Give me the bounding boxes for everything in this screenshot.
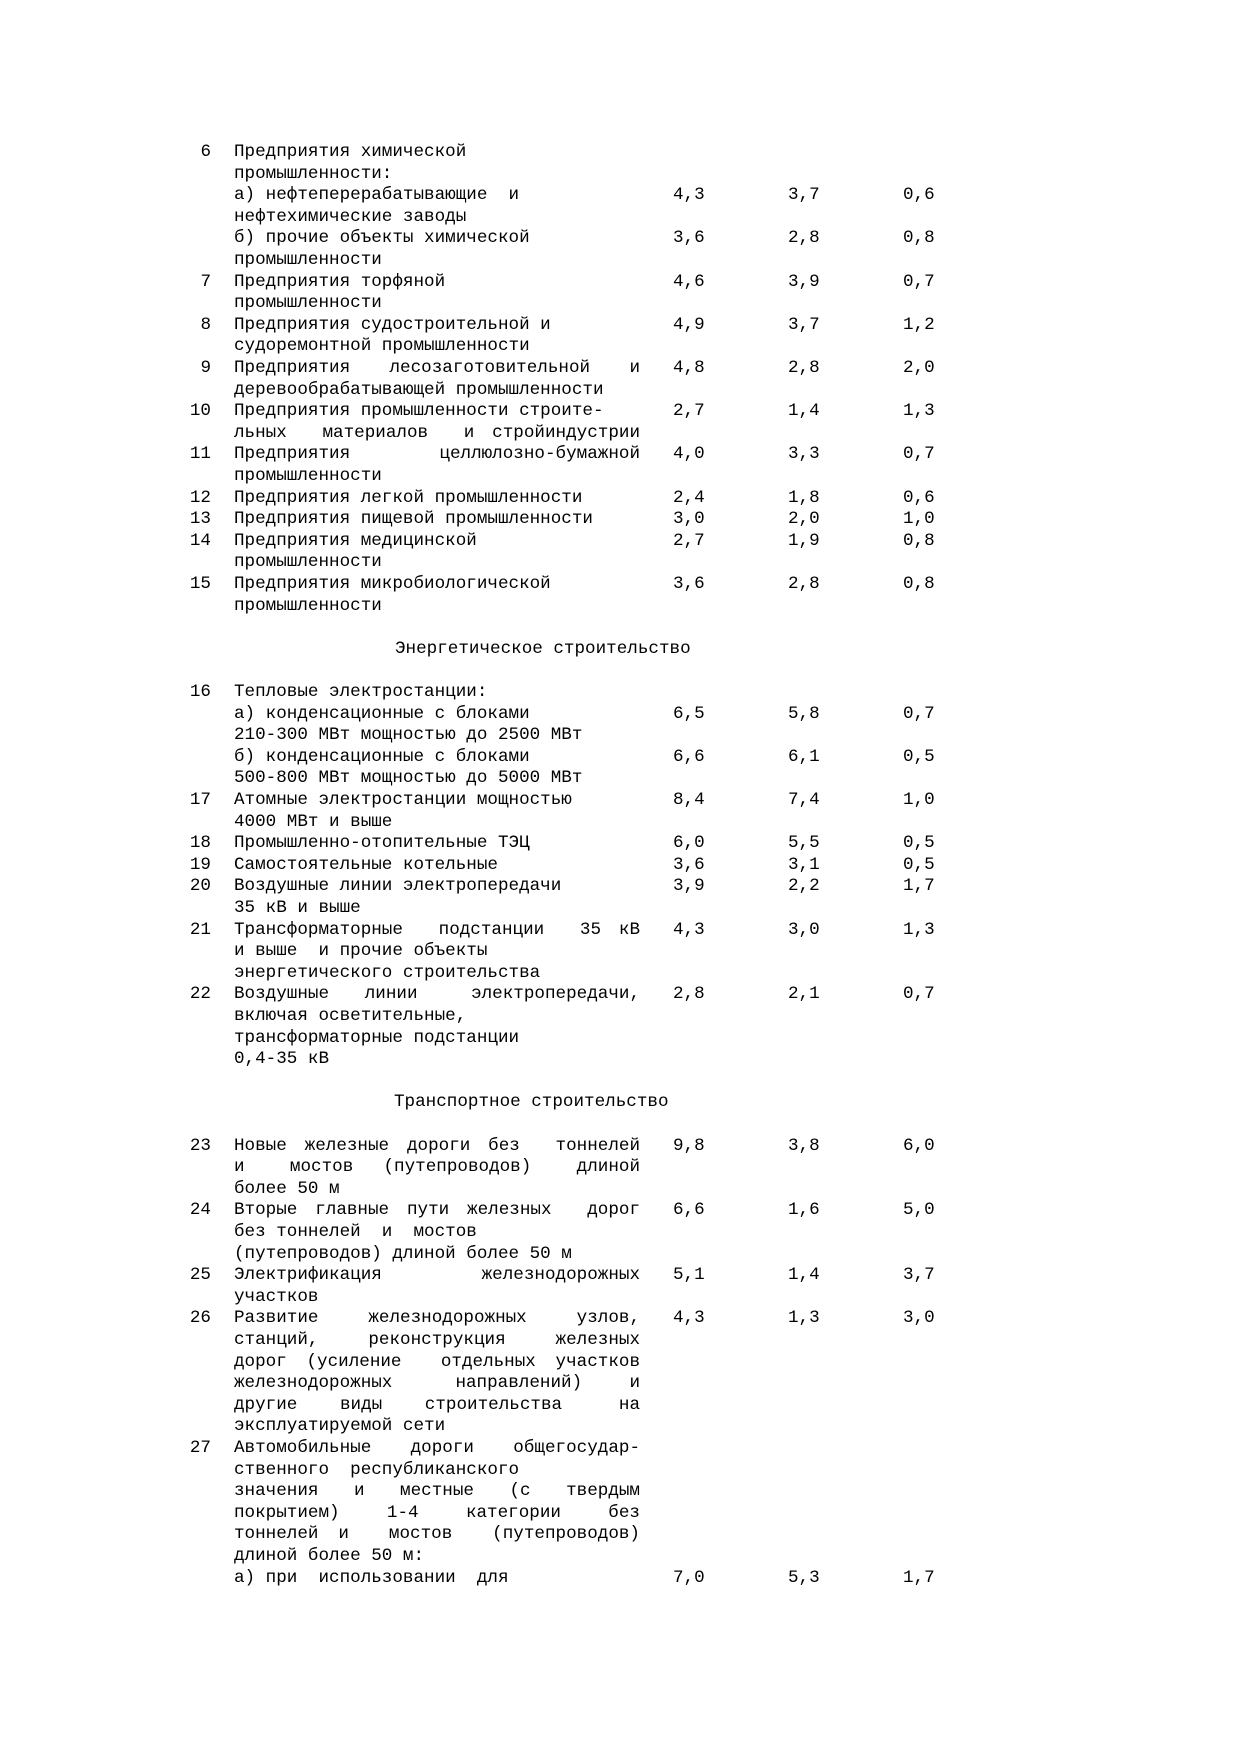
table-row-line <box>0 1416 1240 1438</box>
row-number: 16 <box>189 682 211 702</box>
value-col-3: 0,7 <box>903 271 935 292</box>
table-row-line <box>0 1222 1240 1244</box>
row-text: трансформаторные подстанции <box>234 1027 520 1048</box>
value-col-3: 0,6 <box>903 487 935 508</box>
value-col-1: 2,7 <box>673 401 705 422</box>
row-text: без тоннелей и мостов <box>234 1222 477 1242</box>
row-text: Предприятия лесозаготовительной и <box>234 358 640 378</box>
row-text: промышленности <box>234 595 382 616</box>
row-text: промышленности <box>234 552 382 573</box>
row-text: Новые железные дороги без тоннелей <box>234 1135 640 1156</box>
value-col-1: 7,0 <box>673 1567 705 1588</box>
table-row-line <box>0 833 1240 855</box>
value-col-2: 1,9 <box>788 530 820 551</box>
row-text: б) конденсационные с блоками <box>234 746 530 767</box>
table-row-line <box>0 380 1240 402</box>
row-text: Воздушные линии электропередачи, <box>234 984 640 1005</box>
row-text: промышленности <box>234 250 382 270</box>
row-text: Воздушные линии электропередачи <box>234 876 562 897</box>
row-text: участков <box>234 1286 319 1307</box>
row-text: энергетического строительства <box>234 962 541 983</box>
row-number: 25 <box>189 1265 211 1286</box>
table-row-line <box>0 1049 1240 1071</box>
value-col-1: 4,0 <box>673 444 705 465</box>
value-col-3: 6,0 <box>903 1135 935 1156</box>
table-row-line <box>0 1373 1240 1395</box>
row-number: 6 <box>200 142 211 162</box>
row-text: промышленности <box>234 466 382 486</box>
row-text: а) нефтеперерабатывающие и <box>234 185 520 206</box>
value-col-3: 5,0 <box>903 1200 935 1221</box>
value-col-3: 1,3 <box>903 401 935 422</box>
row-text: более 50 м <box>234 1178 340 1199</box>
value-col-3: 0,5 <box>903 854 935 875</box>
value-col-1: 4,3 <box>673 1308 705 1329</box>
row-text: Тепловые электростанции: <box>234 682 488 702</box>
table-row-line <box>0 1568 1240 1590</box>
table-row-line <box>0 1438 1240 1460</box>
value-col-1: 3,0 <box>673 509 705 530</box>
table-row-line <box>0 293 1240 315</box>
row-number: 12 <box>189 487 211 508</box>
table-row-line <box>0 1546 1240 1568</box>
row-text: станций, реконструкция железных <box>234 1330 640 1350</box>
row-number: 24 <box>189 1200 211 1221</box>
table-row-line <box>0 272 1240 294</box>
table-row-line <box>0 1136 1240 1158</box>
row-number: 27 <box>189 1438 211 1458</box>
value-col-2: 5,3 <box>788 1567 820 1588</box>
row-number: 10 <box>189 401 211 422</box>
row-number: 14 <box>189 530 211 551</box>
row-text: Предприятия легкой промышленности <box>234 487 583 508</box>
table-row-line <box>0 1524 1240 1546</box>
row-text: льных материалов и стройиндустрии <box>234 422 640 443</box>
row-text: Электрификация железнодорожных <box>234 1265 640 1286</box>
row-text: Предприятия торфяной <box>234 271 446 292</box>
row-text: Развитие железнодорожных узлов, <box>234 1308 640 1329</box>
value-col-3: 1,7 <box>903 876 935 897</box>
table-row-line <box>0 855 1240 877</box>
table-row-line <box>0 1028 1240 1050</box>
row-text: тоннелей и мостов (путепроводов) <box>234 1524 640 1545</box>
table-row-line <box>0 1200 1240 1222</box>
value-col-2: 2,8 <box>788 358 820 378</box>
table-row-line <box>0 1330 1240 1352</box>
table-row-line <box>0 1157 1240 1179</box>
value-col-2: 7,4 <box>788 790 820 810</box>
row-number: 11 <box>189 444 211 465</box>
row-text: 500-800 МВт мощностью до 5000 МВт <box>234 768 583 789</box>
row-text: Предприятия промышленности строите- <box>234 401 604 422</box>
row-number: 26 <box>189 1308 211 1329</box>
row-text: 4000 МВт и выше <box>234 811 393 832</box>
row-text: Предприятия химической <box>234 142 467 162</box>
value-col-3: 0,6 <box>903 185 935 206</box>
value-col-1: 8,4 <box>673 790 705 810</box>
row-text: значения и местные (с твердым <box>234 1481 640 1502</box>
section-heading: Транспортное строительство <box>394 1092 669 1113</box>
value-col-2: 2,8 <box>788 228 820 249</box>
row-text: Автомобильные дороги общегосудар- <box>234 1438 640 1458</box>
value-col-1: 5,1 <box>673 1265 705 1286</box>
table-row-line <box>0 812 1240 834</box>
row-number: 7 <box>200 271 211 292</box>
value-col-3: 1,2 <box>903 314 935 335</box>
value-col-3: 0,5 <box>903 833 935 854</box>
row-text: покрытием) 1-4 категории без <box>234 1502 640 1523</box>
row-text: нефтехимические заводы <box>234 206 467 227</box>
value-col-2: 5,5 <box>788 833 820 854</box>
table-row-line <box>0 401 1240 423</box>
row-text: длиной более 50 м: <box>234 1546 425 1566</box>
table-row-line <box>0 984 1240 1006</box>
table-row-line <box>0 596 1240 618</box>
table-row-line <box>0 574 1240 596</box>
row-text: а) при использовании для <box>234 1567 509 1588</box>
value-col-3: 0,7 <box>903 444 935 465</box>
row-text: дорог (усиление отдельных участков <box>234 1351 640 1372</box>
value-col-3: 0,7 <box>903 703 935 724</box>
row-text: судоремонтной промышленности <box>234 336 530 357</box>
table-row-line <box>0 1481 1240 1503</box>
row-text: промышленности: <box>234 163 393 184</box>
table-row-line <box>0 336 1240 358</box>
table-row-line <box>0 315 1240 337</box>
table-row-line <box>0 1460 1240 1482</box>
section-heading: Энергетическое строительство <box>395 638 691 659</box>
row-text: другие виды строительства на <box>234 1394 640 1415</box>
row-text: промышленности <box>234 293 382 314</box>
table-row-line <box>0 1287 1240 1309</box>
row-text: деревообрабатывающей промышленности <box>234 379 604 400</box>
table-row-line <box>0 509 1240 531</box>
table-row-line <box>0 682 1240 704</box>
value-col-2: 2,8 <box>788 574 820 594</box>
row-text: Предприятия целлюлозно-бумажной <box>234 444 640 465</box>
row-text: б) прочие объекты химической <box>234 228 530 249</box>
value-col-1: 4,9 <box>673 314 705 335</box>
value-col-2: 6,1 <box>788 746 820 767</box>
row-text: эксплуатируемой сети <box>234 1416 446 1437</box>
value-col-1: 6,6 <box>673 1200 705 1221</box>
value-col-3: 0,7 <box>903 984 935 1005</box>
table-row-line <box>0 1244 1240 1266</box>
value-col-1: 3,6 <box>673 228 705 249</box>
row-number: 18 <box>189 833 211 854</box>
row-text: Вторые главные пути железных дорог <box>234 1200 640 1221</box>
value-col-1: 6,0 <box>673 833 705 854</box>
value-col-2: 1,6 <box>788 1200 820 1221</box>
row-number: 13 <box>189 509 211 530</box>
row-number: 23 <box>189 1135 211 1156</box>
table-row-line <box>0 1179 1240 1201</box>
row-text: Промышленно-отопительные ТЭЦ <box>234 833 530 854</box>
row-text: 0,4-35 кВ <box>234 1049 330 1070</box>
row-number: 17 <box>189 790 211 810</box>
value-col-3: 1,7 <box>903 1567 935 1588</box>
value-col-3: 2,0 <box>903 358 935 378</box>
row-number: 21 <box>189 919 211 940</box>
table-row-line <box>0 207 1240 229</box>
value-col-2: 3,8 <box>788 1135 820 1156</box>
value-col-2: 1,8 <box>788 487 820 508</box>
table-row-line <box>0 768 1240 790</box>
table-row-line <box>0 228 1240 250</box>
table-row-line <box>0 898 1240 920</box>
table-row-line <box>0 941 1240 963</box>
value-col-1: 6,5 <box>673 703 705 724</box>
table-row-line <box>0 725 1240 747</box>
row-text: Предприятия пищевой промышленности <box>234 509 593 530</box>
value-col-2: 2,1 <box>788 984 820 1005</box>
value-col-2: 2,2 <box>788 876 820 897</box>
table-row-line <box>0 1265 1240 1287</box>
row-number: 20 <box>189 876 211 897</box>
value-col-3: 1,3 <box>903 919 935 940</box>
table-row-line <box>0 1006 1240 1028</box>
value-col-3: 3,7 <box>903 1265 935 1286</box>
table-row-line <box>0 747 1240 769</box>
row-text: (путепроводов) длиной более 50 м <box>234 1243 572 1264</box>
row-number: 15 <box>189 574 211 594</box>
table-row-line <box>0 704 1240 726</box>
row-text: 210-300 МВт мощностью до 2500 МВт <box>234 725 583 746</box>
value-col-2: 5,8 <box>788 703 820 724</box>
value-col-3: 0,8 <box>903 228 935 249</box>
value-col-2: 3,9 <box>788 271 820 292</box>
table-row-line <box>0 358 1240 380</box>
value-col-1: 3,6 <box>673 854 705 875</box>
value-col-1: 2,8 <box>673 984 705 1005</box>
value-col-2: 3,7 <box>788 314 820 335</box>
row-text: а) конденсационные с блоками <box>234 703 530 724</box>
value-col-3: 3,0 <box>903 1308 935 1329</box>
table-row-line <box>0 920 1240 942</box>
table-row-line <box>0 552 1240 574</box>
table-row-line <box>0 531 1240 553</box>
row-text: 35 кВ и выше <box>234 898 361 918</box>
table-row-line <box>0 488 1240 510</box>
value-col-1: 4,3 <box>673 185 705 206</box>
table-row-line <box>0 1395 1240 1417</box>
table-row-line <box>0 963 1240 985</box>
table-row-line <box>0 1308 1240 1330</box>
table-row-line <box>0 250 1240 272</box>
value-col-2: 1,4 <box>788 1265 820 1286</box>
value-col-1: 4,8 <box>673 358 705 378</box>
row-text: Предприятия медицинской <box>234 530 477 551</box>
value-col-3: 0,8 <box>903 530 935 551</box>
table-row-line <box>0 876 1240 898</box>
row-text: Предприятия микробиологической <box>234 574 551 594</box>
value-col-2: 3,0 <box>788 919 820 940</box>
value-col-1: 4,3 <box>673 919 705 940</box>
row-text: ственного республиканского <box>234 1459 520 1480</box>
value-col-2: 1,4 <box>788 401 820 422</box>
value-col-3: 0,5 <box>903 746 935 767</box>
row-text: и мостов (путепроводов) длиной <box>234 1157 640 1178</box>
table-row-line <box>0 423 1240 445</box>
value-col-1: 9,8 <box>673 1135 705 1156</box>
value-col-2: 3,3 <box>788 444 820 465</box>
row-text: включая осветительные, <box>234 1006 467 1026</box>
table-row-line <box>0 185 1240 207</box>
row-number: 8 <box>200 314 211 335</box>
value-col-2: 1,3 <box>788 1308 820 1329</box>
table-row-line <box>0 164 1240 186</box>
value-col-3: 1,0 <box>903 509 935 530</box>
row-text: Предприятия судостроительной и <box>234 314 551 335</box>
value-col-1: 4,6 <box>673 271 705 292</box>
row-text: Трансформаторные подстанции 35 кВ <box>234 919 640 940</box>
table-row-line <box>0 466 1240 488</box>
row-number: 22 <box>189 984 211 1005</box>
value-col-1: 2,7 <box>673 530 705 551</box>
row-text: Атомные электростанции мощностью <box>234 790 572 810</box>
row-text: железнодорожных направлений) и <box>234 1373 640 1394</box>
table-row-line <box>0 142 1240 164</box>
value-col-1: 3,9 <box>673 876 705 897</box>
value-col-2: 3,1 <box>788 854 820 875</box>
table-row-line <box>0 1352 1240 1374</box>
table-row-line <box>0 790 1240 812</box>
table-row-line <box>0 1503 1240 1525</box>
row-text: Самостоятельные котельные <box>234 854 498 875</box>
value-col-3: 0,8 <box>903 574 935 594</box>
row-text: и выше и прочие объекты <box>234 941 488 962</box>
row-number: 19 <box>189 854 211 875</box>
value-col-1: 3,6 <box>673 574 705 594</box>
value-col-2: 2,0 <box>788 509 820 530</box>
value-col-3: 1,0 <box>903 790 935 810</box>
table-row-line <box>0 444 1240 466</box>
row-number: 9 <box>200 358 211 378</box>
value-col-1: 2,4 <box>673 487 705 508</box>
value-col-2: 3,7 <box>788 185 820 206</box>
value-col-1: 6,6 <box>673 746 705 767</box>
